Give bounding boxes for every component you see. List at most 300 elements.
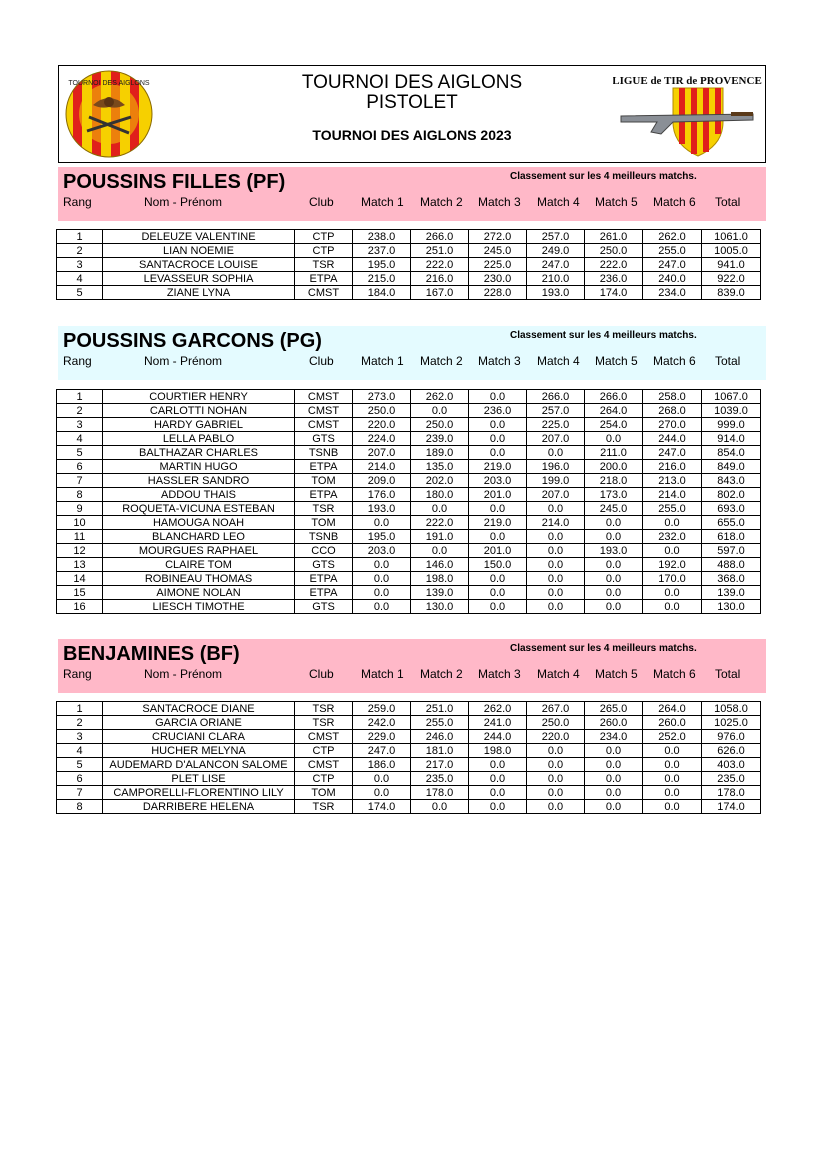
col-header-match5: Match 5 — [595, 354, 638, 368]
match4-cell: 257.0 — [527, 230, 585, 244]
match3-cell: 245.0 — [469, 244, 527, 258]
rank-cell: 8 — [57, 488, 103, 502]
match6-cell: 0.0 — [643, 600, 702, 614]
match1-cell: 215.0 — [353, 272, 411, 286]
total-cell: 139.0 — [702, 586, 761, 600]
match3-cell: 244.0 — [469, 730, 527, 744]
name-cell: ZIANE LYNA — [103, 286, 295, 300]
match2-cell: 135.0 — [411, 460, 469, 474]
match2-cell: 146.0 — [411, 558, 469, 572]
match3-cell: 225.0 — [469, 258, 527, 272]
total-cell: 843.0 — [702, 474, 761, 488]
table-row — [57, 418, 761, 432]
rank-cell: 15 — [57, 586, 103, 600]
col-header-rang: Rang — [63, 195, 92, 209]
col-header-match4: Match 4 — [537, 195, 580, 209]
match3-cell: 219.0 — [469, 460, 527, 474]
match6-cell: 262.0 — [643, 230, 702, 244]
match6-cell: 0.0 — [643, 516, 702, 530]
match5-cell: 260.0 — [585, 716, 643, 730]
club-cell: CTP — [295, 230, 353, 244]
col-header-match1: Match 1 — [361, 667, 404, 681]
col-header-match6: Match 6 — [653, 667, 696, 681]
name-cell: COURTIER HENRY — [103, 390, 295, 404]
match1-cell: 238.0 — [353, 230, 411, 244]
table-row — [57, 558, 761, 572]
col-header-match1: Match 1 — [361, 354, 404, 368]
rank-cell: 4 — [57, 744, 103, 758]
name-cell: HAMOUGA NOAH — [103, 516, 295, 530]
total-cell: 802.0 — [702, 488, 761, 502]
match2-cell: 191.0 — [411, 530, 469, 544]
club-cell: CTP — [295, 744, 353, 758]
table-row — [57, 432, 761, 446]
match3-cell: 0.0 — [469, 446, 527, 460]
match3-cell: 236.0 — [469, 404, 527, 418]
match4-cell: 199.0 — [527, 474, 585, 488]
club-cell: ETPA — [295, 460, 353, 474]
total-cell: 976.0 — [702, 730, 761, 744]
rank-cell: 5 — [57, 758, 103, 772]
name-cell: LEVASSEUR SOPHIA — [103, 272, 295, 286]
rank-cell: 5 — [57, 446, 103, 460]
rank-cell: 9 — [57, 502, 103, 516]
match4-cell: 250.0 — [527, 716, 585, 730]
club-cell: CMST — [295, 286, 353, 300]
match2-cell: 178.0 — [411, 786, 469, 800]
club-cell: ETPA — [295, 572, 353, 586]
total-cell: 403.0 — [702, 758, 761, 772]
col-header-match3: Match 3 — [478, 354, 521, 368]
table-row — [57, 730, 761, 744]
match4-cell: 0.0 — [527, 786, 585, 800]
match1-cell: 0.0 — [353, 786, 411, 800]
col-header-match5: Match 5 — [595, 195, 638, 209]
tournament-subtitle: TOURNOI DES AIGLONS 2023 — [312, 127, 512, 143]
rank-cell: 8 — [57, 800, 103, 814]
rank-cell: 3 — [57, 730, 103, 744]
section-title: POUSSINS FILLES (PF) — [63, 171, 286, 193]
match3-cell: 0.0 — [469, 758, 527, 772]
col-header-total: Total — [715, 667, 741, 681]
match6-cell: 244.0 — [643, 432, 702, 446]
name-cell: HARDY GABRIEL — [103, 418, 295, 432]
match6-cell: 270.0 — [643, 418, 702, 432]
match5-cell: 222.0 — [585, 258, 643, 272]
match6-cell: 170.0 — [643, 572, 702, 586]
match5-cell: 0.0 — [585, 572, 643, 586]
match1-cell: 224.0 — [353, 432, 411, 446]
total-cell: 1061.0 — [702, 230, 761, 244]
section-title: BENJAMINES (BF) — [63, 643, 240, 665]
match4-cell: 0.0 — [527, 772, 585, 786]
match1-cell: 273.0 — [353, 390, 411, 404]
match1-cell: 0.0 — [353, 558, 411, 572]
total-cell: 849.0 — [702, 460, 761, 474]
match2-cell: 251.0 — [411, 702, 469, 716]
total-cell: 1067.0 — [702, 390, 761, 404]
match6-cell: 234.0 — [643, 286, 702, 300]
match5-cell: 0.0 — [585, 586, 643, 600]
match4-cell: 210.0 — [527, 272, 585, 286]
match6-cell: 216.0 — [643, 460, 702, 474]
name-cell: BLANCHARD LEO — [103, 530, 295, 544]
match4-cell: 0.0 — [527, 758, 585, 772]
total-cell: 618.0 — [702, 530, 761, 544]
rank-cell: 6 — [57, 772, 103, 786]
rank-cell: 13 — [57, 558, 103, 572]
match1-cell: 250.0 — [353, 404, 411, 418]
name-cell: LIESCH TIMOTHE — [103, 600, 295, 614]
name-cell: HUCHER MELYNA — [103, 744, 295, 758]
col-header-match6: Match 6 — [653, 354, 696, 368]
match2-cell: 189.0 — [411, 446, 469, 460]
match1-cell: 176.0 — [353, 488, 411, 502]
name-cell: CLAIRE TOM — [103, 558, 295, 572]
match3-cell: 0.0 — [469, 600, 527, 614]
match2-cell: 246.0 — [411, 730, 469, 744]
total-cell: 1058.0 — [702, 702, 761, 716]
section-title: POUSSINS GARCONS (PG) — [63, 330, 322, 352]
match3-cell: 219.0 — [469, 516, 527, 530]
table-row — [57, 502, 761, 516]
total-cell: 488.0 — [702, 558, 761, 572]
tournament-title: TOURNOI DES AIGLONS — [301, 72, 523, 93]
rank-cell: 1 — [57, 230, 103, 244]
match5-cell: 250.0 — [585, 244, 643, 258]
match2-cell: 255.0 — [411, 716, 469, 730]
table-row — [57, 488, 761, 502]
table-row — [57, 230, 761, 244]
match4-cell: 267.0 — [527, 702, 585, 716]
match6-cell: 192.0 — [643, 558, 702, 572]
match5-cell: 0.0 — [585, 744, 643, 758]
match6-cell: 232.0 — [643, 530, 702, 544]
match2-cell: 250.0 — [411, 418, 469, 432]
club-cell: TSNB — [295, 446, 353, 460]
match5-cell: 0.0 — [585, 772, 643, 786]
match5-cell: 0.0 — [585, 758, 643, 772]
match6-cell: 264.0 — [643, 702, 702, 716]
match2-cell: 222.0 — [411, 516, 469, 530]
match1-cell: 184.0 — [353, 286, 411, 300]
table-row — [57, 716, 761, 730]
match1-cell: 247.0 — [353, 744, 411, 758]
match1-cell: 209.0 — [353, 474, 411, 488]
match6-cell: 255.0 — [643, 502, 702, 516]
rank-cell: 2 — [57, 716, 103, 730]
match5-cell: 245.0 — [585, 502, 643, 516]
match2-cell: 217.0 — [411, 758, 469, 772]
name-cell: CARLOTTI NOHAN — [103, 404, 295, 418]
table-row — [57, 772, 761, 786]
table-row — [57, 244, 761, 258]
club-cell: TSR — [295, 800, 353, 814]
match4-cell: 266.0 — [527, 390, 585, 404]
match4-cell: 0.0 — [527, 502, 585, 516]
name-cell: MARTIN HUGO — [103, 460, 295, 474]
discipline-title: PISTOLET — [366, 92, 458, 113]
match1-cell: 0.0 — [353, 572, 411, 586]
match3-cell: 0.0 — [469, 418, 527, 432]
match2-cell: 222.0 — [411, 258, 469, 272]
name-cell: CAMPORELLI-FLORENTINO LILY — [103, 786, 295, 800]
table-row — [57, 446, 761, 460]
left-logo-text: TOURNOI DES AIGLONS — [68, 80, 150, 87]
match2-cell: 235.0 — [411, 772, 469, 786]
match1-cell: 186.0 — [353, 758, 411, 772]
match5-cell: 266.0 — [585, 390, 643, 404]
name-cell: CRUCIANI CLARA — [103, 730, 295, 744]
match3-cell: 201.0 — [469, 544, 527, 558]
match1-cell: 203.0 — [353, 544, 411, 558]
match6-cell: 247.0 — [643, 446, 702, 460]
match3-cell: 0.0 — [469, 572, 527, 586]
match6-cell: 240.0 — [643, 272, 702, 286]
match1-cell: 193.0 — [353, 502, 411, 516]
rank-cell: 3 — [57, 418, 103, 432]
col-header-match2: Match 2 — [420, 667, 463, 681]
total-cell: 922.0 — [702, 272, 761, 286]
match5-cell: 0.0 — [585, 786, 643, 800]
name-cell: LIAN NOEMIE — [103, 244, 295, 258]
ranking-note: Classement sur les 4 meilleurs matchs. — [510, 171, 697, 182]
table-row — [57, 572, 761, 586]
name-cell: MOURGUES RAPHAEL — [103, 544, 295, 558]
match2-cell: 180.0 — [411, 488, 469, 502]
name-cell: DELEUZE VALENTINE — [103, 230, 295, 244]
col-header-nom: Nom - Prénom — [144, 667, 223, 681]
club-cell: CMST — [295, 758, 353, 772]
name-cell: AIMONE NOLAN — [103, 586, 295, 600]
match1-cell: 174.0 — [353, 800, 411, 814]
match4-cell: 0.0 — [527, 558, 585, 572]
rank-cell: 1 — [57, 390, 103, 404]
club-cell: TOM — [295, 786, 353, 800]
match3-cell: 228.0 — [469, 286, 527, 300]
match5-cell: 218.0 — [585, 474, 643, 488]
match6-cell: 0.0 — [643, 586, 702, 600]
name-cell: ROBINEAU THOMAS — [103, 572, 295, 586]
col-header-match4: Match 4 — [537, 354, 580, 368]
ranking-note: Classement sur les 4 meilleurs matchs. — [510, 330, 697, 341]
match5-cell: 0.0 — [585, 432, 643, 446]
ranking-note: Classement sur les 4 meilleurs matchs. — [510, 643, 697, 654]
club-cell: ETPA — [295, 272, 353, 286]
table-row — [57, 516, 761, 530]
match6-cell: 252.0 — [643, 730, 702, 744]
match2-cell: 0.0 — [411, 404, 469, 418]
match3-cell: 262.0 — [469, 702, 527, 716]
match6-cell: 0.0 — [643, 758, 702, 772]
col-header-total: Total — [715, 354, 741, 368]
match4-cell: 247.0 — [527, 258, 585, 272]
match1-cell: 259.0 — [353, 702, 411, 716]
match5-cell: 0.0 — [585, 600, 643, 614]
col-header-match1: Match 1 — [361, 195, 404, 209]
match4-cell: 0.0 — [527, 800, 585, 814]
club-cell: CTP — [295, 244, 353, 258]
club-cell: CMST — [295, 390, 353, 404]
match2-cell: 198.0 — [411, 572, 469, 586]
match5-cell: 236.0 — [585, 272, 643, 286]
match2-cell: 262.0 — [411, 390, 469, 404]
table-row — [57, 460, 761, 474]
section-header-benjamines — [58, 639, 766, 693]
table-row — [57, 800, 761, 814]
match2-cell: 0.0 — [411, 544, 469, 558]
rank-cell: 12 — [57, 544, 103, 558]
match4-cell: 0.0 — [527, 586, 585, 600]
name-cell: AUDEMARD D'ALANCON SALOME — [103, 758, 295, 772]
match4-cell: 0.0 — [527, 600, 585, 614]
match3-cell: 203.0 — [469, 474, 527, 488]
rank-cell: 7 — [57, 786, 103, 800]
col-header-club: Club — [309, 195, 334, 209]
section-header-poussins-filles — [58, 167, 766, 221]
name-cell: BALTHAZAR CHARLES — [103, 446, 295, 460]
name-cell: LELLA PABLO — [103, 432, 295, 446]
total-cell: 597.0 — [702, 544, 761, 558]
rank-cell: 2 — [57, 244, 103, 258]
match1-cell: 195.0 — [353, 530, 411, 544]
club-cell: ETPA — [295, 488, 353, 502]
club-cell: GTS — [295, 432, 353, 446]
match1-cell: 242.0 — [353, 716, 411, 730]
match3-cell: 198.0 — [469, 744, 527, 758]
match6-cell: 213.0 — [643, 474, 702, 488]
total-cell: 1005.0 — [702, 244, 761, 258]
rank-cell: 2 — [57, 404, 103, 418]
club-cell: CMST — [295, 418, 353, 432]
match2-cell: 130.0 — [411, 600, 469, 614]
ranking-table-benjamines — [56, 701, 761, 814]
match1-cell: 0.0 — [353, 586, 411, 600]
table-row — [57, 474, 761, 488]
right-logo-text: LIGUE de TIR de PROVENCE — [613, 75, 762, 87]
col-header-match4: Match 4 — [537, 667, 580, 681]
match3-cell: 0.0 — [469, 772, 527, 786]
match5-cell: 193.0 — [585, 544, 643, 558]
table-row — [57, 258, 761, 272]
club-cell: TOM — [295, 474, 353, 488]
total-cell: 655.0 — [702, 516, 761, 530]
total-cell: 626.0 — [702, 744, 761, 758]
club-cell: GTS — [295, 558, 353, 572]
rank-cell: 6 — [57, 460, 103, 474]
total-cell: 174.0 — [702, 800, 761, 814]
table-row — [57, 786, 761, 800]
match5-cell: 173.0 — [585, 488, 643, 502]
rank-cell: 4 — [57, 432, 103, 446]
match2-cell: 216.0 — [411, 272, 469, 286]
match2-cell: 0.0 — [411, 800, 469, 814]
section-header-poussins-garcons — [58, 326, 766, 380]
rank-cell: 4 — [57, 272, 103, 286]
name-cell: HASSLER SANDRO — [103, 474, 295, 488]
total-cell: 235.0 — [702, 772, 761, 786]
match6-cell: 0.0 — [643, 786, 702, 800]
match5-cell: 211.0 — [585, 446, 643, 460]
match6-cell: 0.0 — [643, 772, 702, 786]
table-row — [57, 530, 761, 544]
total-cell: 839.0 — [702, 286, 761, 300]
match4-cell: 0.0 — [527, 544, 585, 558]
club-cell: TOM — [295, 516, 353, 530]
table-row — [57, 286, 761, 300]
col-header-match3: Match 3 — [478, 667, 521, 681]
match4-cell: 249.0 — [527, 244, 585, 258]
table-row — [57, 758, 761, 772]
match5-cell: 261.0 — [585, 230, 643, 244]
match6-cell: 247.0 — [643, 258, 702, 272]
match4-cell: 257.0 — [527, 404, 585, 418]
rank-cell: 3 — [57, 258, 103, 272]
match4-cell: 214.0 — [527, 516, 585, 530]
match2-cell: 167.0 — [411, 286, 469, 300]
total-cell: 178.0 — [702, 786, 761, 800]
table-row — [57, 544, 761, 558]
name-cell: ROQUETA-VICUNA ESTEBAN — [103, 502, 295, 516]
total-cell: 914.0 — [702, 432, 761, 446]
club-cell: GTS — [295, 600, 353, 614]
table-row — [57, 586, 761, 600]
total-cell: 999.0 — [702, 418, 761, 432]
match5-cell: 0.0 — [585, 516, 643, 530]
ranking-table-poussins-garcons — [56, 389, 761, 614]
match1-cell: 0.0 — [353, 516, 411, 530]
col-header-match2: Match 2 — [420, 354, 463, 368]
rank-cell: 14 — [57, 572, 103, 586]
match4-cell: 225.0 — [527, 418, 585, 432]
document-header — [58, 65, 766, 163]
total-cell: 941.0 — [702, 258, 761, 272]
col-header-rang: Rang — [63, 667, 92, 681]
table-row — [57, 404, 761, 418]
match5-cell: 0.0 — [585, 530, 643, 544]
match3-cell: 241.0 — [469, 716, 527, 730]
match4-cell: 0.0 — [527, 446, 585, 460]
rank-cell: 5 — [57, 286, 103, 300]
col-header-rang: Rang — [63, 354, 92, 368]
club-cell: TSR — [295, 502, 353, 516]
name-cell: SANTACROCE DIANE — [103, 702, 295, 716]
match5-cell: 264.0 — [585, 404, 643, 418]
match6-cell: 214.0 — [643, 488, 702, 502]
match3-cell: 0.0 — [469, 432, 527, 446]
club-cell: TSNB — [295, 530, 353, 544]
name-cell: DARRIBERE HELENA — [103, 800, 295, 814]
match2-cell: 202.0 — [411, 474, 469, 488]
total-cell: 1025.0 — [702, 716, 761, 730]
col-header-match5: Match 5 — [595, 667, 638, 681]
match1-cell: 220.0 — [353, 418, 411, 432]
club-cell: CTP — [295, 772, 353, 786]
club-cell: CCO — [295, 544, 353, 558]
match4-cell: 0.0 — [527, 572, 585, 586]
match3-cell: 0.0 — [469, 502, 527, 516]
col-header-club: Club — [309, 667, 334, 681]
club-cell: TSR — [295, 716, 353, 730]
match1-cell: 195.0 — [353, 258, 411, 272]
match4-cell: 207.0 — [527, 488, 585, 502]
rank-cell: 11 — [57, 530, 103, 544]
match6-cell: 258.0 — [643, 390, 702, 404]
match1-cell: 214.0 — [353, 460, 411, 474]
match3-cell: 0.0 — [469, 530, 527, 544]
match6-cell: 0.0 — [643, 800, 702, 814]
match5-cell: 0.0 — [585, 800, 643, 814]
